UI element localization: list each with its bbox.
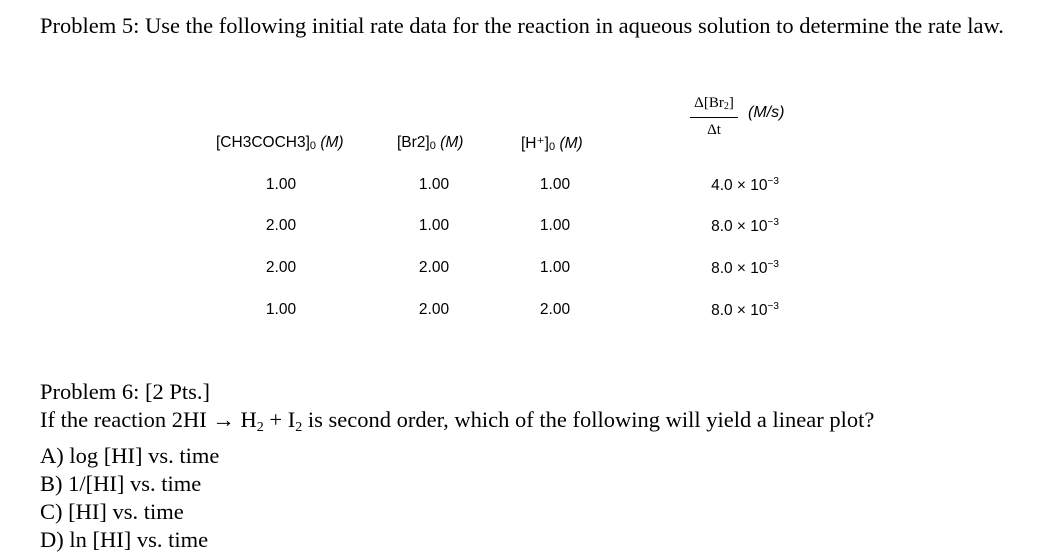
cell-rate: $8.0 \times 10^{-3}$ [711,217,779,235]
cell-bromine: 1.00 [418,217,450,234]
option-b: B) 1/[HI] vs. time [40,471,202,496]
option-a: A) log [HI] vs. time [40,443,220,468]
rate-unit: (M/s) [748,104,785,121]
rate-denominator: Δt [707,122,721,138]
cell-acetone: 1.00 [265,176,297,193]
cell-acetone: 2.00 [265,217,297,234]
cell-rate: $8.0 \times 10^{-3}$ [711,301,779,319]
cell-bromine: 2.00 [418,259,450,276]
cell-bromine: 2.00 [418,301,450,318]
problem-6 [40,378,1040,554]
cell-rate: $8.0 \times 10^{-3}$ [711,259,779,277]
cell-hydrogen-ion: 1.00 [539,217,571,234]
header-acetone: [CH3COCH3]0 (M) [216,134,344,152]
cell-acetone: 2.00 [265,259,297,276]
option-d: D) ln [HI] vs. time [40,527,209,552]
cell-hydrogen-ion: 1.00 [539,259,571,276]
problem-6-title: Problem 6: [2 Pts.] [40,379,211,404]
cell-hydrogen-ion: 1.00 [539,176,571,193]
header-bromine: [Br2]0 (M) [397,134,464,152]
problem-6-question: If the reaction 2HI → H2 + I2 is second order, which of the following will yield a linear plot? [40,407,875,435]
option-c: C) [HI] vs. time [40,499,184,524]
cell-bromine: 1.00 [418,176,450,193]
cell-acetone: 1.00 [265,301,297,318]
rate-numerator: $\Delta[Br_2]$ [690,94,738,118]
problem-5-statement: Problem 5: Use the following initial rate data for the reaction in aqueous solution to determine the rate law. [40,13,1004,38]
header-hydrogen-ion: [H⁺]0 (M) [521,135,583,153]
cell-hydrogen-ion: 2.00 [539,301,571,318]
rate-fraction [690,94,738,142]
cell-rate: $4.0 \times 10^{-3}$ [711,176,779,194]
